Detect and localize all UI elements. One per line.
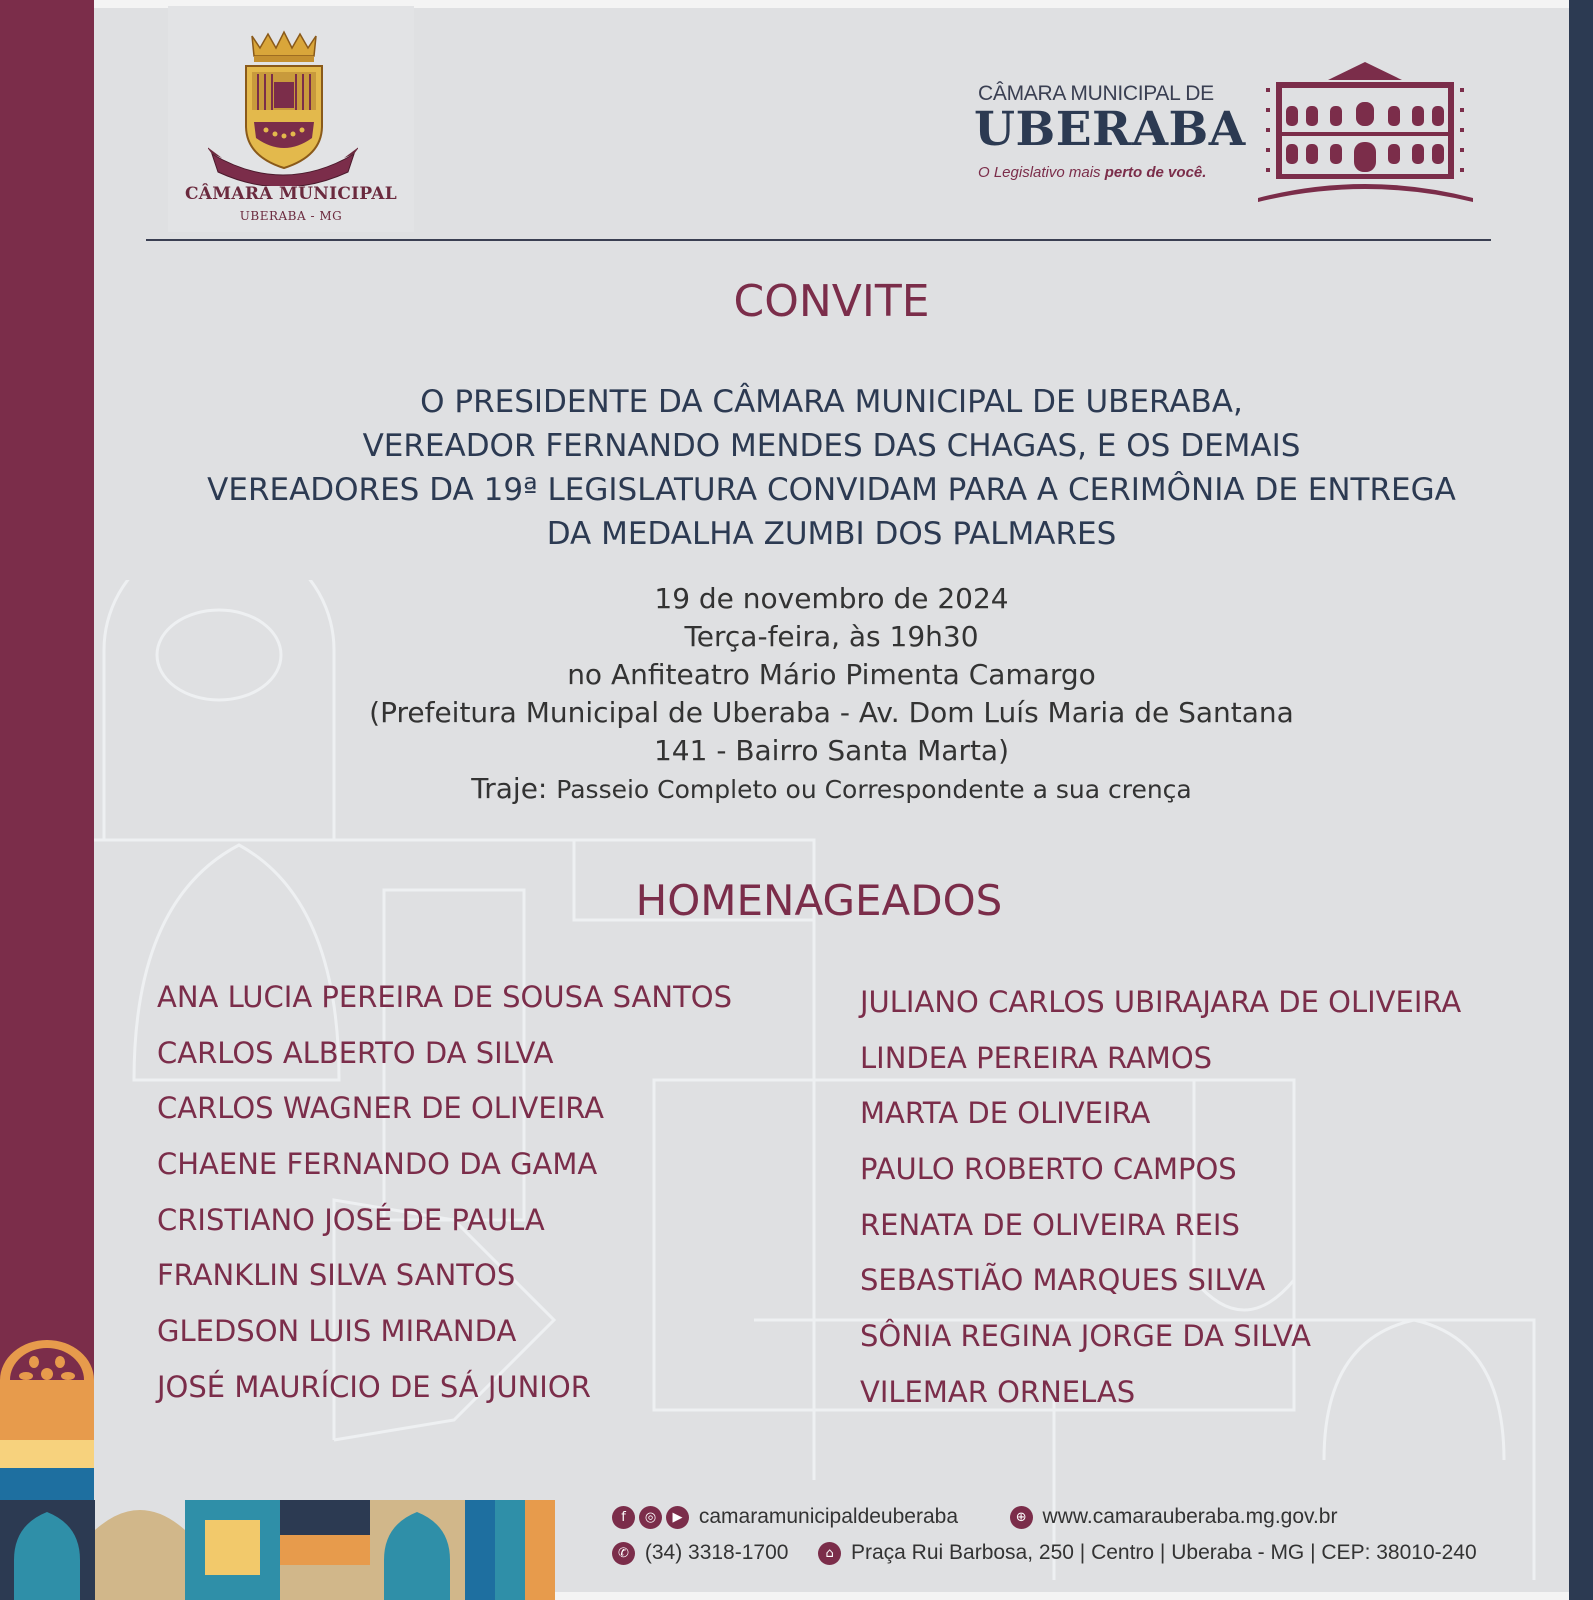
decorative-band: [0, 1440, 94, 1468]
event-details: [94, 580, 1569, 809]
footer-row-online: [612, 1505, 1477, 1541]
camara-crest-logo: [168, 6, 414, 232]
event-venue: no Anfiteatro Mário Pimenta Camargo: [567, 658, 1096, 691]
facebook-icon[interactable]: f: [612, 1506, 635, 1529]
decorative-arch: [0, 1340, 94, 1440]
social-handle[interactable]: camaramunicipaldeuberaba: [698, 1505, 959, 1528]
event-address-line1: (Prefeitura Municipal de Uberaba - Av. Dom Luís Maria de Santana: [369, 696, 1294, 729]
slogan-prefix: O Legislativo mais: [978, 164, 1105, 181]
honoree-name: RENATA DE OLIVEIRA REIS: [860, 1207, 1240, 1242]
honoree-name: CRISTIANO JOSÉ DE PAULA: [157, 1202, 545, 1237]
home-icon: ⌂: [818, 1542, 841, 1565]
honorees-heading: HOMENAGEADOS: [635, 876, 1003, 925]
youtube-icon[interactable]: ▶: [666, 1506, 689, 1529]
honoree-name: GLEDSON LUIS MIRANDA: [157, 1314, 517, 1349]
globe-icon: ⊕: [1010, 1506, 1033, 1529]
website-link[interactable]: www.camarauberaba.mg.gov.br: [1042, 1505, 1338, 1528]
intro-line: VEREADORES DA 19ª LEGISLATURA CONVIDAM PARA A CERIMÔNIA DE ENTREGA: [207, 472, 1456, 508]
slogan-bold: perto de você.: [1104, 164, 1207, 181]
crest-logo-subtitle: UBERABA - MG: [239, 209, 343, 223]
honoree-name: PAULO ROBERTO CAMPOS: [860, 1152, 1237, 1187]
footer-row-contact: [612, 1541, 1477, 1577]
honoree-name: FRANKLIN SILVA SANTOS: [157, 1258, 516, 1293]
attire-label: Traje:: [471, 772, 548, 805]
honoree-name: SÔNIA REGINA JORGE DA SILVA: [860, 1319, 1311, 1354]
crest-logo-title: CÂMARA MUNICIPAL: [184, 184, 398, 204]
honoree-name: VILEMAR ORNELAS: [860, 1374, 1136, 1409]
decorative-mosaic: [0, 1500, 555, 1600]
logo-slogan: [978, 164, 1206, 181]
postal-address: Praça Rui Barbosa, 250 | Centro | Uberaba - MG | CEP: 38010-240: [850, 1541, 1477, 1564]
right-color-stripe: [1569, 0, 1593, 1600]
honoree-name: CARLOS WAGNER DE OLIVEIRA: [157, 1091, 605, 1126]
honoree-name: MARTA DE OLIVEIRA: [860, 1096, 1151, 1131]
header-divider: [146, 239, 1491, 241]
attire-value: Passeio Completo ou Correspondente a sua crença: [556, 775, 1192, 804]
invitation-intro: [94, 380, 1569, 556]
instagram-icon[interactable]: ◎: [639, 1506, 662, 1529]
event-address-line2: 141 - Bairro Santa Marta): [653, 734, 1010, 767]
invitation-heading: CONVITE: [733, 276, 930, 327]
event-date: 19 de novembro de 2024: [654, 582, 1009, 615]
decorative-band: [0, 1468, 94, 1502]
honoree-name: CARLOS ALBERTO DA SILVA: [157, 1035, 554, 1070]
intro-line: DA MEDALHA ZUMBI DOS PALMARES: [546, 516, 1117, 552]
honoree-name: ANA LUCIA PEREIRA DE SOUSA SANTOS: [157, 980, 733, 1014]
honorees-left-column: [157, 980, 732, 1426]
intro-line: O PRESIDENTE DA CÂMARA MUNICIPAL DE UBERABA,: [420, 384, 1243, 420]
building-icon: [1258, 58, 1473, 203]
honoree-name: SEBASTIÃO MARQUES SILVA: [860, 1263, 1266, 1298]
logo-title: CÂMARA MUNICIPAL DE: [978, 82, 1214, 105]
honoree-name: JOSÉ MAURÍCIO DE SÁ JUNIOR: [157, 1369, 591, 1404]
camara-uberaba-logo: [970, 50, 1490, 210]
phone-number[interactable]: (34) 3318-1700: [644, 1541, 789, 1564]
crest-emblem-icon: [208, 26, 358, 186]
contact-footer: [612, 1505, 1477, 1577]
honorees-right-column: [860, 985, 1461, 1431]
event-attire: [94, 770, 1569, 809]
logo-city-name: UBERABA: [974, 102, 1246, 157]
event-time: Terça-feira, às 19h30: [684, 620, 979, 653]
phone-icon: ✆: [612, 1542, 635, 1565]
honoree-name: CHAENE FERNANDO DA GAMA: [157, 1147, 598, 1182]
honoree-name: LINDEA PEREIRA RAMOS: [860, 1040, 1213, 1075]
intro-line: VEREADOR FERNANDO MENDES DAS CHAGAS, E OS DEMAIS: [362, 428, 1301, 464]
honoree-name: JULIANO CARLOS UBIRAJARA DE OLIVEIRA: [860, 985, 1462, 1019]
